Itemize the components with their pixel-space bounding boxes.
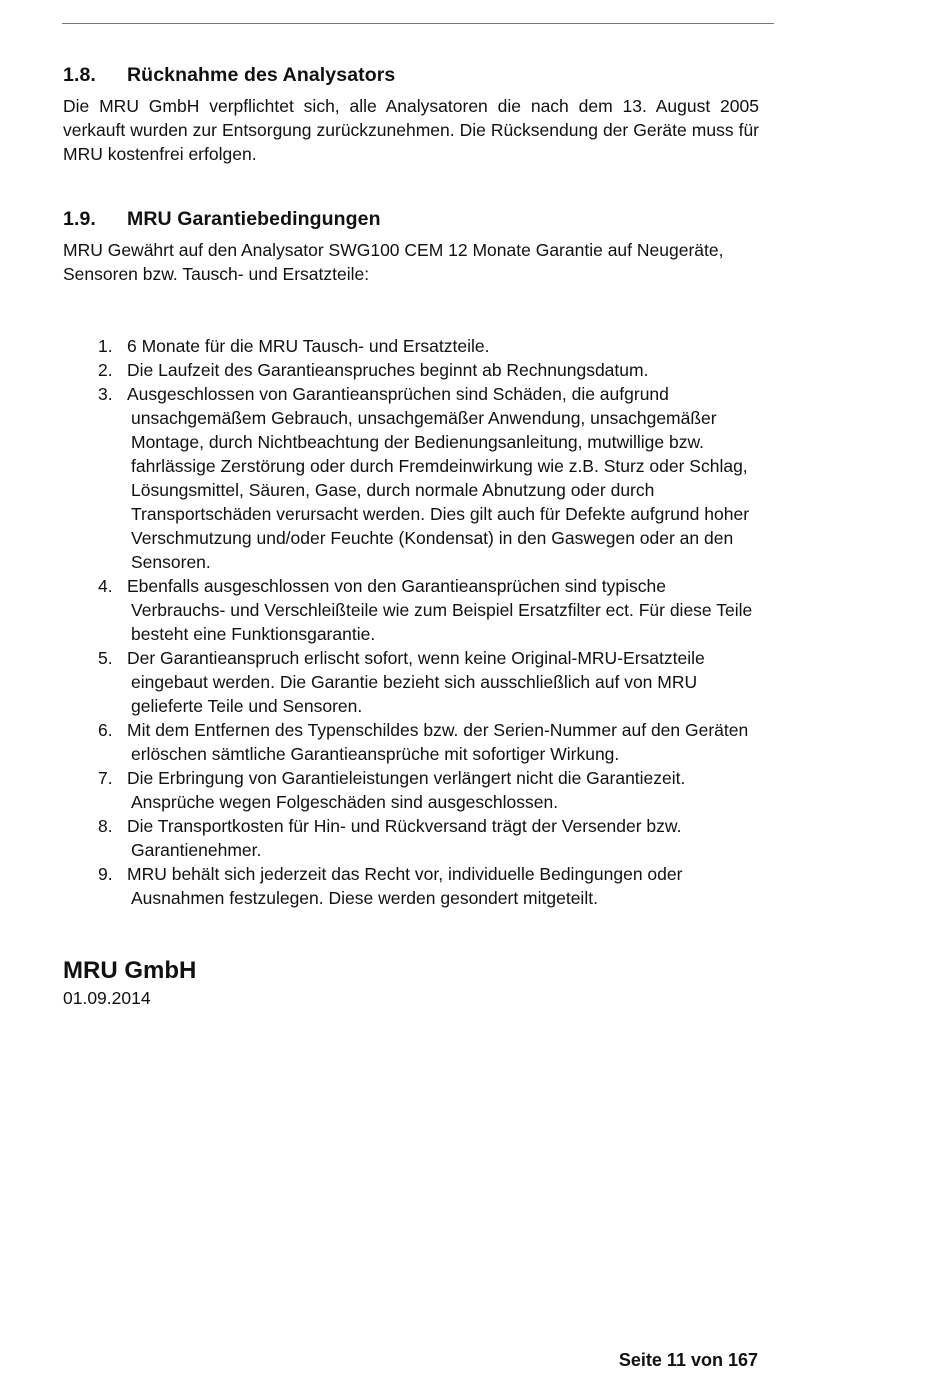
list-item-number: 7. xyxy=(98,768,113,788)
list-item-number: 5. xyxy=(98,648,113,668)
list-item xyxy=(98,334,763,358)
list-item-number: 6. xyxy=(98,720,113,740)
list-item-number: 1. xyxy=(98,336,113,356)
list-item xyxy=(98,382,763,574)
list-item-number: 4. xyxy=(98,576,113,596)
section-heading-1-9 xyxy=(63,208,381,231)
page-number: Seite 11 von 167 xyxy=(618,1350,758,1370)
section-1-9-text: MRU Gewährt auf den Analysator SWG100 CEM 12 Monate Garantie auf Neugeräte, Sensoren bzw. Tausch- und Ersatzteile: xyxy=(63,240,724,284)
warranty-conditions-list xyxy=(98,334,763,910)
company-name: MRU GmbH xyxy=(63,957,197,984)
list-item-text: Die Laufzeit des Garantieanspruches beginnt ab Rechnungsdatum. xyxy=(127,360,649,380)
list-item-text: Ausgeschlossen von Garantieansprüchen sind Schäden, die aufgrund unsachgemäßem Gebrauch, unsachgemäßer Anwendung, unsachgemäßer Montage, durch Nichtbeachtung der Bedienungsanleitung, mutwillige bzw. fahrlässige Zerstörung oder durch Fremdeinwirkung wie z.B. Sturz oder Schlag, Lösungsmittel, Säuren, Gase, durch normale Abnutzung oder durch Transportschäden verursacht werden. Dies gilt auch für Defekte aufgrund hoher Verschmutzung und/oder Feuchte (Kondensat) in den Gaswegen oder an den Sensoren. xyxy=(127,384,750,572)
section-heading-1-8 xyxy=(63,64,395,87)
section-title: MRU Garantiebedingungen xyxy=(127,208,381,230)
section-number: 1.9. xyxy=(63,208,96,230)
list-item xyxy=(98,814,763,862)
list-item-text: Mit dem Entfernen des Typenschildes bzw. der Serien-Nummer auf den Geräten erlöschen sämtliche Garantieansprüche mit sofortiger Wirkung. xyxy=(127,720,749,764)
list-item-number: 2. xyxy=(98,360,113,380)
section-number: 1.8. xyxy=(63,64,96,86)
list-item-number: 9. xyxy=(98,864,113,884)
list-item xyxy=(98,718,763,766)
list-item-number: 3. xyxy=(98,384,113,404)
section-1-8-text: Die MRU GmbH verpflichtet sich, alle Analysatoren die nach dem 13. August 2005 verkauft wurden zur Entsorgung zurückzunehmen. Die Rücksendung der Geräte muss für MRU kostenfrei erfolgen. xyxy=(63,96,759,164)
section-title: Rücknahme des Analysators xyxy=(127,64,396,86)
list-item-text: Die Transportkosten für Hin- und Rückversand trägt der Versender bzw. Garantienehmer. xyxy=(127,816,682,860)
list-item-text: Der Garantieanspruch erlischt sofort, wenn keine Original-MRU-Ersatzteile eingebaut werden. Die Garantie bezieht sich ausschließlich auf von MRU gelieferte Teile und Sensoren. xyxy=(127,648,705,716)
header-rule xyxy=(62,23,774,24)
list-item xyxy=(98,766,763,814)
list-item xyxy=(98,358,763,382)
list-item xyxy=(98,574,763,646)
list-item-text: Die Erbringung von Garantieleistungen verlängert nicht die Garantiezeit. Ansprüche wegen Folgeschäden sind ausgeschlossen. xyxy=(127,768,686,812)
list-item-number: 8. xyxy=(98,816,113,836)
document-date: 01.09.2014 xyxy=(63,988,151,1008)
list-item-text: MRU behält sich jederzeit das Recht vor, individuelle Bedingungen oder Ausnahmen festzulegen. Diese werden gesondert mitgeteilt. xyxy=(127,864,683,908)
list-item-text: Ebenfalls ausgeschlossen von den Garantieansprüchen sind typische Verbrauchs- und Verschleißteile wie zum Beispiel Ersatzfilter ect. Für diese Teile besteht eine Funktionsgarantie. xyxy=(127,576,753,644)
list-item-text: 6 Monate für die MRU Tausch- und Ersatzteile. xyxy=(127,336,490,356)
list-item xyxy=(98,646,763,718)
list-item xyxy=(98,862,763,910)
